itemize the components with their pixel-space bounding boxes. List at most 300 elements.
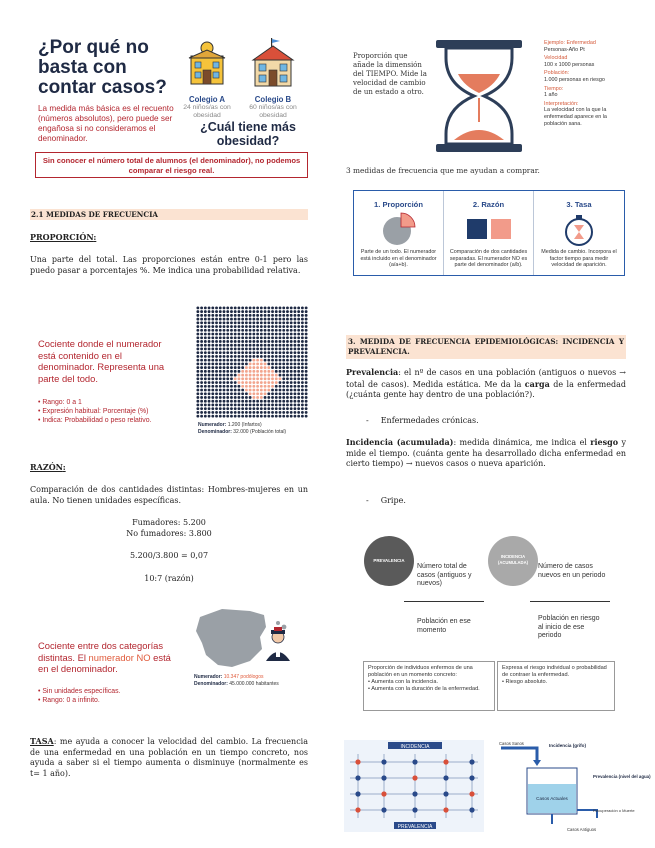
population-dot bbox=[301, 318, 304, 321]
population-dot bbox=[286, 333, 289, 336]
population-dot bbox=[241, 381, 244, 384]
population-dot bbox=[230, 377, 233, 380]
population-dot bbox=[196, 336, 199, 339]
population-dot bbox=[286, 396, 289, 399]
population-dot bbox=[238, 321, 241, 324]
population-dot bbox=[208, 340, 211, 343]
population-dot bbox=[238, 348, 241, 351]
population-dot bbox=[223, 400, 226, 403]
population-dot bbox=[294, 355, 297, 358]
population-dot bbox=[230, 314, 233, 317]
population-dot bbox=[234, 318, 237, 321]
population-dot bbox=[226, 336, 229, 339]
population-dot bbox=[204, 306, 207, 309]
population-dot bbox=[301, 314, 304, 317]
population-dot bbox=[249, 415, 252, 418]
flow-node bbox=[355, 807, 360, 812]
population-dot bbox=[234, 333, 237, 336]
flow-node bbox=[469, 807, 474, 812]
population-dot bbox=[267, 318, 270, 321]
population-dot bbox=[260, 321, 263, 324]
population-dot bbox=[226, 306, 229, 309]
population-dot bbox=[252, 325, 255, 328]
population-dot bbox=[279, 336, 282, 339]
population-dot bbox=[230, 333, 233, 336]
population-dot bbox=[200, 415, 203, 418]
population-dot bbox=[219, 392, 222, 395]
population-dot bbox=[271, 362, 274, 365]
population-dot bbox=[211, 333, 214, 336]
population-dot bbox=[211, 411, 214, 414]
population-dot bbox=[264, 310, 267, 313]
population-dot bbox=[267, 366, 270, 369]
population-dot bbox=[223, 333, 226, 336]
population-dot bbox=[219, 366, 222, 369]
population-dot bbox=[238, 404, 241, 407]
population-dot bbox=[196, 318, 199, 321]
population-dot bbox=[275, 314, 278, 317]
population-dot bbox=[290, 392, 293, 395]
population-dot bbox=[238, 310, 241, 313]
population-dot bbox=[204, 370, 207, 373]
population-dot bbox=[301, 407, 304, 410]
population-dot bbox=[252, 377, 255, 380]
population-dot bbox=[219, 355, 222, 358]
population-dot bbox=[252, 310, 255, 313]
population-dot bbox=[200, 396, 203, 399]
population-dot bbox=[264, 396, 267, 399]
population-dot bbox=[223, 377, 226, 380]
population-dot bbox=[271, 374, 274, 377]
population-dot bbox=[245, 306, 248, 309]
proporcion-heading: PROPORCIÓN: bbox=[30, 232, 97, 242]
population-dot bbox=[282, 310, 285, 313]
population-dot bbox=[279, 377, 282, 380]
population-dot bbox=[204, 400, 207, 403]
population-dot bbox=[219, 310, 222, 313]
population-dot bbox=[301, 415, 304, 418]
population-dot bbox=[264, 381, 267, 384]
population-dot bbox=[275, 385, 278, 388]
population-dot bbox=[282, 329, 285, 332]
population-dot bbox=[305, 344, 308, 347]
population-dot bbox=[215, 344, 218, 347]
population-dot bbox=[249, 359, 252, 362]
population-dot bbox=[286, 381, 289, 384]
population-dot bbox=[297, 370, 300, 373]
population-dot bbox=[219, 306, 222, 309]
population-dot bbox=[305, 396, 308, 399]
population-dot bbox=[234, 329, 237, 332]
school-a bbox=[181, 40, 233, 120]
population-dot bbox=[249, 314, 252, 317]
population-dot bbox=[271, 348, 274, 351]
population-dot bbox=[260, 370, 263, 373]
population-dot bbox=[204, 318, 207, 321]
population-dot bbox=[215, 407, 218, 410]
population-dot bbox=[260, 325, 263, 328]
population-dot bbox=[208, 377, 211, 380]
population-dot bbox=[230, 396, 233, 399]
population-dot bbox=[297, 310, 300, 313]
population-dot bbox=[256, 318, 259, 321]
population-dot bbox=[264, 321, 267, 324]
population-dot bbox=[286, 325, 289, 328]
population-dot bbox=[208, 362, 211, 365]
population-dot bbox=[297, 385, 300, 388]
population-dot bbox=[264, 340, 267, 343]
population-dot bbox=[223, 389, 226, 392]
population-dot bbox=[279, 318, 282, 321]
freq-intro: 3 medidas de frecuencia que me ayudan a comprar. bbox=[346, 166, 540, 175]
population-dot bbox=[256, 370, 259, 373]
population-dot bbox=[215, 377, 218, 380]
population-dot bbox=[305, 404, 308, 407]
population-dot bbox=[267, 396, 270, 399]
population-dot bbox=[245, 359, 248, 362]
population-dot bbox=[219, 389, 222, 392]
population-dot bbox=[208, 381, 211, 384]
population-dot bbox=[260, 411, 263, 414]
population-dot bbox=[290, 359, 293, 362]
population-dot bbox=[208, 321, 211, 324]
population-dot bbox=[275, 329, 278, 332]
population-dot bbox=[294, 396, 297, 399]
population-dot bbox=[219, 359, 222, 362]
population-dot bbox=[226, 351, 229, 354]
population-dot bbox=[226, 389, 229, 392]
flow-node bbox=[443, 775, 448, 780]
population-dot bbox=[279, 325, 282, 328]
population-dot bbox=[260, 362, 263, 365]
population-dot bbox=[286, 321, 289, 324]
population-dot bbox=[264, 389, 267, 392]
population-dot bbox=[238, 333, 241, 336]
population-dot bbox=[252, 306, 255, 309]
population-dot bbox=[226, 411, 229, 414]
population-dot bbox=[249, 400, 252, 403]
hero-title: ¿Por qué no basta con contar casos? bbox=[38, 37, 167, 98]
population-dot bbox=[238, 400, 241, 403]
population-dot bbox=[245, 385, 248, 388]
population-dot bbox=[260, 389, 263, 392]
population-dot bbox=[275, 415, 278, 418]
population-dot bbox=[226, 325, 229, 328]
population-dot bbox=[219, 314, 222, 317]
population-dot bbox=[230, 336, 233, 339]
population-dot bbox=[238, 351, 241, 354]
population-dot bbox=[238, 370, 241, 373]
population-dot bbox=[305, 359, 308, 362]
population-dot bbox=[294, 404, 297, 407]
population-dot bbox=[271, 351, 274, 354]
population-dot bbox=[294, 348, 297, 351]
population-dot bbox=[301, 306, 304, 309]
population-dot bbox=[252, 396, 255, 399]
recovery-label: Recuperación o Muerte bbox=[593, 808, 635, 813]
population-dot bbox=[249, 407, 252, 410]
population-dot bbox=[256, 355, 259, 358]
population-dot bbox=[208, 404, 211, 407]
population-dot bbox=[267, 340, 270, 343]
flow-node bbox=[355, 775, 360, 780]
population-dot bbox=[256, 381, 259, 384]
population-dot bbox=[290, 355, 293, 358]
population-dot bbox=[208, 329, 211, 332]
population-dot bbox=[204, 374, 207, 377]
population-dot bbox=[271, 329, 274, 332]
population-dot bbox=[234, 404, 237, 407]
population-dot bbox=[215, 370, 218, 373]
population-dot bbox=[301, 340, 304, 343]
population-dot bbox=[211, 314, 214, 317]
population-dot bbox=[297, 325, 300, 328]
population-dot bbox=[264, 306, 267, 309]
population-dot bbox=[305, 336, 308, 339]
population-dot bbox=[208, 333, 211, 336]
population-dot bbox=[234, 355, 237, 358]
population-dot bbox=[226, 333, 229, 336]
population-dot bbox=[226, 366, 229, 369]
ratio-squares-icon bbox=[463, 213, 515, 247]
population-dot bbox=[297, 389, 300, 392]
population-dot bbox=[249, 392, 252, 395]
population-dot bbox=[264, 415, 267, 418]
population-dot bbox=[282, 333, 285, 336]
population-dot bbox=[275, 396, 278, 399]
population-dot bbox=[208, 407, 211, 410]
population-dot bbox=[282, 377, 285, 380]
population-dot bbox=[215, 385, 218, 388]
population-dot bbox=[301, 389, 304, 392]
population-dot bbox=[286, 336, 289, 339]
population-dot bbox=[260, 385, 263, 388]
population-dot bbox=[267, 325, 270, 328]
population-dot bbox=[211, 415, 214, 418]
population-dot bbox=[230, 366, 233, 369]
population-dot bbox=[264, 318, 267, 321]
population-dot bbox=[226, 310, 229, 313]
population-dot bbox=[252, 329, 255, 332]
population-dot bbox=[200, 336, 203, 339]
population-dot bbox=[286, 355, 289, 358]
population-dot bbox=[305, 340, 308, 343]
population-dot bbox=[256, 411, 259, 414]
population-dot bbox=[211, 385, 214, 388]
population-dot bbox=[264, 362, 267, 365]
population-dot bbox=[249, 340, 252, 343]
flow-node bbox=[412, 759, 417, 764]
population-dot bbox=[219, 340, 222, 343]
freq-card-tasa: 3. Tasa Medida de cambio. Incorpora el factor tiempo para medir velocidad de aparición. bbox=[541, 200, 617, 269]
population-dot bbox=[282, 344, 285, 347]
population-dot bbox=[241, 389, 244, 392]
tap-label: Incidencia (grifo) bbox=[549, 743, 587, 748]
population-dot bbox=[245, 351, 248, 354]
population-dot bbox=[297, 411, 300, 414]
population-dot bbox=[294, 392, 297, 395]
population-dot bbox=[249, 310, 252, 313]
population-dot bbox=[267, 362, 270, 365]
population-dot bbox=[301, 411, 304, 414]
population-dot bbox=[196, 351, 199, 354]
population-dot bbox=[219, 329, 222, 332]
population-dot bbox=[267, 310, 270, 313]
population-dot bbox=[282, 370, 285, 373]
population-dot bbox=[256, 385, 259, 388]
population-dot bbox=[267, 415, 270, 418]
flow-node bbox=[412, 807, 417, 812]
population-dot bbox=[252, 336, 255, 339]
population-dot bbox=[279, 385, 282, 388]
list-item: • Rango: 0 a 1 bbox=[38, 399, 82, 406]
population-dot bbox=[297, 318, 300, 321]
prevalencia-numerator: Número total de casos (antiguos y nuevos) bbox=[417, 563, 472, 587]
population-dot bbox=[211, 366, 214, 369]
population-dot bbox=[279, 400, 282, 403]
flow-node bbox=[381, 759, 386, 764]
population-dot bbox=[249, 351, 252, 354]
population-dot bbox=[234, 377, 237, 380]
population-dot bbox=[271, 404, 274, 407]
population-dot bbox=[286, 411, 289, 414]
population-dot bbox=[196, 415, 199, 418]
population-dot bbox=[297, 400, 300, 403]
population-dot bbox=[208, 351, 211, 354]
population-dot bbox=[196, 355, 199, 358]
population-dot bbox=[294, 366, 297, 369]
population-dot bbox=[211, 407, 214, 410]
population-dot bbox=[204, 329, 207, 332]
population-dot bbox=[204, 344, 207, 347]
population-dot bbox=[271, 344, 274, 347]
population-dot bbox=[290, 321, 293, 324]
population-dot bbox=[256, 392, 259, 395]
population-dot bbox=[211, 381, 214, 384]
population-dot bbox=[297, 377, 300, 380]
population-dot bbox=[256, 366, 259, 369]
razon-card-text: Cociente entre dos categorías distintas. El numerador NO está en el denominador. bbox=[38, 640, 171, 674]
population-dot bbox=[211, 306, 214, 309]
population-dot bbox=[204, 359, 207, 362]
population-dot bbox=[200, 321, 203, 324]
population-dot bbox=[282, 366, 285, 369]
population-dot bbox=[301, 325, 304, 328]
population-dot bbox=[234, 381, 237, 384]
population-dot bbox=[252, 333, 255, 336]
population-dot bbox=[200, 333, 203, 336]
tank-diagram bbox=[497, 738, 651, 834]
population-dot bbox=[294, 318, 297, 321]
population-dot bbox=[279, 329, 282, 332]
population-dot bbox=[264, 377, 267, 380]
population-dot bbox=[297, 344, 300, 347]
population-dot bbox=[223, 359, 226, 362]
population-dot bbox=[260, 333, 263, 336]
list-item: Velocidad 100 x 1000 personas bbox=[544, 55, 595, 68]
population-dot bbox=[215, 411, 218, 414]
razon-caption: Numerador: 10.347 podólogos Denominador: 45.000.000 habitantes bbox=[194, 674, 279, 687]
flow-prevalencia-label: PREVALENCIA bbox=[397, 824, 433, 830]
population-dot bbox=[234, 366, 237, 369]
flow-incidencia-label: INCIDENCIA bbox=[400, 744, 430, 750]
population-dot bbox=[294, 385, 297, 388]
population-dot bbox=[219, 381, 222, 384]
population-dot bbox=[267, 389, 270, 392]
population-dot bbox=[215, 396, 218, 399]
population-dot bbox=[275, 336, 278, 339]
population-dot bbox=[226, 321, 229, 324]
population-dot bbox=[260, 366, 263, 369]
population-dot bbox=[241, 392, 244, 395]
population-dot bbox=[290, 333, 293, 336]
population-dot bbox=[211, 362, 214, 365]
population-dot bbox=[196, 321, 199, 324]
population-dot bbox=[230, 374, 233, 377]
population-dot bbox=[271, 310, 274, 313]
population-dot bbox=[226, 362, 229, 365]
population-dot bbox=[271, 381, 274, 384]
population-dot bbox=[238, 329, 241, 332]
population-dot bbox=[252, 355, 255, 358]
population-dot bbox=[215, 306, 218, 309]
population-dot bbox=[301, 396, 304, 399]
population-dot bbox=[305, 362, 308, 365]
flow-node bbox=[412, 775, 417, 780]
population-dot bbox=[249, 374, 252, 377]
population-dot bbox=[234, 325, 237, 328]
population-dot bbox=[282, 351, 285, 354]
population-dot bbox=[245, 340, 248, 343]
population-dot bbox=[230, 318, 233, 321]
population-dot bbox=[211, 340, 214, 343]
population-dot bbox=[238, 366, 241, 369]
population-dot bbox=[230, 411, 233, 414]
population-dot bbox=[200, 374, 203, 377]
population-dot bbox=[279, 370, 282, 373]
population-dot bbox=[286, 385, 289, 388]
population-dot bbox=[305, 333, 308, 336]
population-dot bbox=[219, 374, 222, 377]
population-dot bbox=[234, 374, 237, 377]
population-dot bbox=[301, 310, 304, 313]
population-dot bbox=[208, 396, 211, 399]
population-dot bbox=[230, 340, 233, 343]
population-dot bbox=[279, 314, 282, 317]
population-dot bbox=[305, 411, 308, 414]
population-dot bbox=[215, 415, 218, 418]
incidencia-example: - Gripe. bbox=[366, 496, 406, 505]
population-dot bbox=[305, 400, 308, 403]
population-dot bbox=[294, 321, 297, 324]
population-dot bbox=[208, 370, 211, 373]
school-a-kids: 24 niños/as con obesidad bbox=[183, 104, 231, 119]
population-dot bbox=[249, 366, 252, 369]
population-dot bbox=[215, 404, 218, 407]
population-dot bbox=[241, 333, 244, 336]
population-dot bbox=[208, 411, 211, 414]
population-dot bbox=[234, 370, 237, 373]
population-dot bbox=[200, 325, 203, 328]
tank-level-label: Prevalencia (nivel del agua) bbox=[593, 774, 651, 779]
population-dot bbox=[297, 348, 300, 351]
population-dot bbox=[196, 370, 199, 373]
population-dot bbox=[230, 370, 233, 373]
prevalencia-example: - Enfermedades crónicas. bbox=[366, 416, 479, 425]
population-dot bbox=[301, 392, 304, 395]
population-dot bbox=[249, 306, 252, 309]
population-dot bbox=[230, 344, 233, 347]
